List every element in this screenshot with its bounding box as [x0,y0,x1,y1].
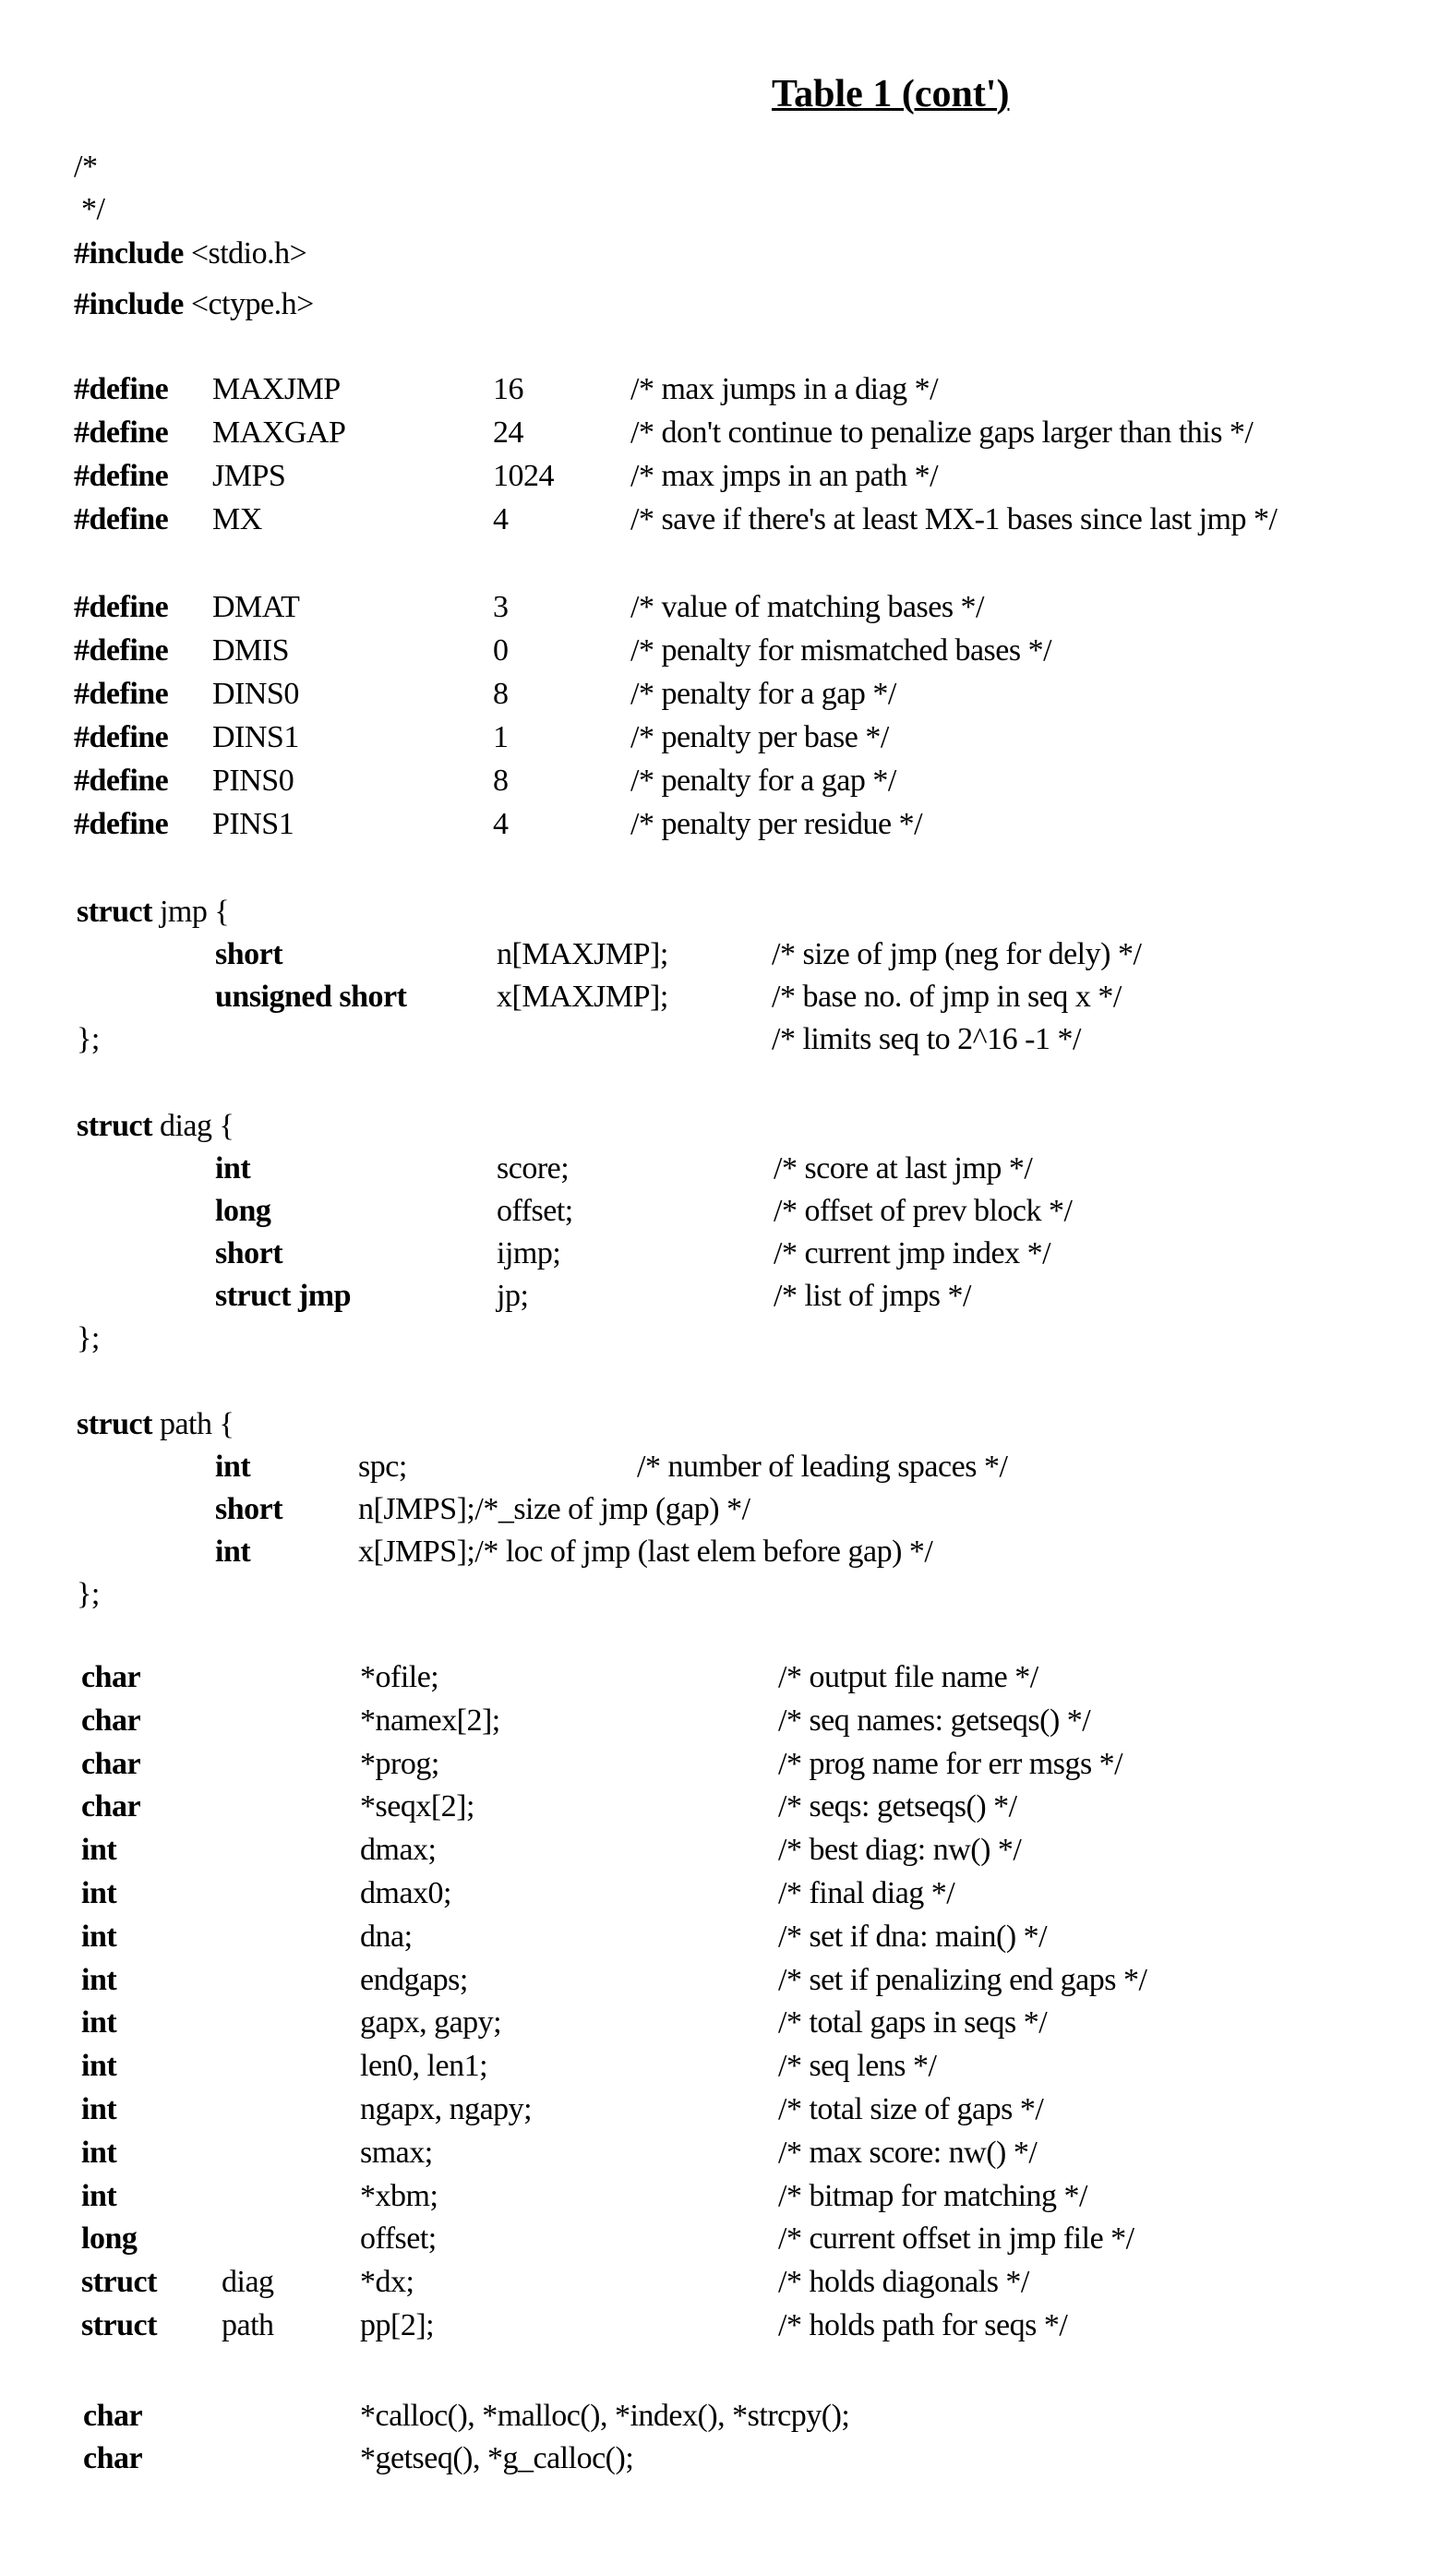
function-declaration [0,2438,1440,2479]
macro-name: MX [212,500,262,540]
struct-close [0,1019,1440,1060]
keyword: struct [77,895,152,929]
brace: }; [77,1019,100,1060]
define-line [0,631,1440,671]
keyword: #define [74,674,168,715]
macro-value: 1 [493,717,509,758]
struct-field [0,1276,1440,1317]
macro-name: MAXGAP [212,413,345,453]
type: char [83,2438,142,2479]
type: int [81,2003,116,2043]
type: char [81,1701,140,1741]
comment: /* penalty for a gap */ [630,674,896,715]
comment: /* seqs: getseqs() */ [778,1787,1017,1827]
define-line [0,717,1440,758]
struct-field [0,934,1440,975]
macro-value: 1024 [493,456,554,497]
define-line [0,500,1440,540]
keyword: #define [74,456,168,497]
global-declaration [0,2262,1440,2303]
define-line [0,369,1440,410]
struct-open [0,892,1440,933]
keyword: #include [74,287,184,321]
comment: /* penalty for mismatched bases */ [630,631,1051,671]
global-declaration [0,1960,1440,2001]
macro-value: 4 [493,804,509,845]
type: int [81,1830,116,1871]
keyword: #define [74,761,168,801]
comment: /* total gaps in seqs */ [778,2003,1047,2043]
variable: gapx, gapy; [360,2003,501,2043]
variable: dmax; [360,1830,436,1871]
field-name: ijmp; [497,1234,560,1274]
struct-field [0,977,1440,1017]
macro-name: PINS1 [212,804,294,845]
comment: /* final diag */ [778,1873,954,1914]
struct-field [0,1234,1440,1274]
struct-field [0,1489,1440,1530]
variable: dna; [360,1917,413,1957]
comment: /* penalty per base */ [630,717,889,758]
variable: *dx; [360,2262,414,2303]
comment: /* base no. of jmp in seq x */ [772,977,1122,1017]
variable: endgaps; [360,1960,468,2001]
type: int [81,2089,116,2130]
struct-field [0,1447,1440,1487]
global-declaration [0,1657,1440,1698]
comment: /* penalty for a gap */ [630,761,896,801]
comment: /* limits seq to 2^16 -1 */ [772,1019,1081,1060]
keyword: struct [77,1109,152,1143]
comment: /* don't continue to penalize gaps larger than this */ [630,413,1253,453]
macro-name: PINS0 [212,761,294,801]
struct-close [0,1318,1440,1359]
field-name: n[JMPS];/*_size of jmp (gap) */ [358,1489,750,1530]
comment: /* holds path for seqs */ [778,2305,1067,2346]
header-text [74,189,104,230]
code-text: /* [74,150,97,184]
comment: /* best diag: nw() */ [778,1830,1021,1871]
code-text: <ctype.h> [184,287,314,321]
comment: /* set if penalizing end gaps */ [778,1960,1146,2001]
field-type: short [215,1234,282,1274]
struct-field [0,1191,1440,1232]
define-line [0,456,1440,497]
struct-field [0,1149,1440,1189]
type: char [81,1787,140,1827]
field-name: spc; [358,1447,407,1487]
type: int [81,1960,116,2001]
global-declaration [0,2003,1440,2043]
header-line [0,189,1440,230]
comment: /* bitmap for matching */ [778,2176,1087,2217]
variable: dmax0; [360,1873,451,1914]
field-name: x[MAXJMP]; [497,977,668,1017]
struct-open [0,1404,1440,1445]
type: int [81,1873,116,1914]
functions: *calloc(), *malloc(), *index(), *strcpy(); [360,2396,849,2437]
comment: /* holds diagonals */ [778,2262,1029,2303]
comment: /* total size of gaps */ [778,2089,1043,2130]
macro-value: 16 [493,369,523,410]
field-type: unsigned short [215,977,406,1017]
keyword: #include [74,236,184,271]
keyword: #define [74,500,168,540]
page-title: Table 1 (cont') [772,72,1009,116]
define-line [0,804,1440,845]
variable: *prog; [360,1744,439,1785]
type: int [81,1917,116,1957]
struct-name: jmp { [152,895,229,929]
variable: offset; [360,2219,437,2259]
comment: /* set if dna: main() */ [778,1917,1047,1957]
type: char [81,1657,140,1698]
code-text: */ [74,192,104,226]
header-line [0,284,1440,325]
macro-name: DMIS [212,631,289,671]
variable: *seqx[2]; [360,1787,474,1827]
variable: pp[2]; [360,2305,434,2346]
type: long [81,2219,137,2259]
brace: }; [77,1318,100,1359]
global-declaration [0,2133,1440,2173]
keyword: #define [74,413,168,453]
keyword: #define [74,804,168,845]
comment: /* save if there's at least MX-1 bases since last jmp */ [630,500,1277,540]
macro-name: JMPS [212,456,285,497]
struct-name: path { [152,1407,234,1441]
struct-header [77,1404,234,1445]
brace: }; [77,1574,100,1615]
header-line [0,147,1440,187]
macro-name: DINS1 [212,717,299,758]
header-line [0,234,1440,274]
global-declaration [0,1744,1440,1785]
field-type: int [215,1149,250,1189]
comment: /* offset of prev block */ [774,1191,1072,1232]
macro-name: MAXJMP [212,369,341,410]
global-declaration [0,2046,1440,2087]
variable: *namex[2]; [360,1701,500,1741]
keyword: #define [74,369,168,410]
comment: /* current jmp index */ [774,1234,1050,1274]
define-line [0,413,1440,453]
comment: /* number of leading spaces */ [637,1447,1007,1487]
macro-value: 8 [493,761,509,801]
field-name: n[MAXJMP]; [497,934,668,975]
global-declaration [0,1917,1440,1957]
variable: *xbm; [360,2176,438,2217]
functions: *getseq(), *g_calloc(); [360,2438,633,2479]
variable: ngapx, ngapy; [360,2089,532,2130]
global-declaration [0,2305,1440,2346]
field-name: x[JMPS];/* loc of jmp (last elem before gap) */ [358,1532,932,1572]
global-declaration [0,1830,1440,1871]
keyword: struct [77,1407,152,1441]
field-type: long [215,1191,270,1232]
macro-name: DINS0 [212,674,299,715]
comment: /* seq lens */ [778,2046,936,2087]
header-text [74,234,306,274]
struct-header [77,1106,234,1147]
variable: *ofile; [360,1657,438,1698]
field-name: score; [497,1149,569,1189]
struct-name: diag { [152,1109,234,1143]
variable: len0, len1; [360,2046,487,2087]
macro-value: 8 [493,674,509,715]
type: int [81,2176,116,2217]
comment: /* value of matching bases */ [630,587,984,628]
comment: /* max jumps in a diag */ [630,369,938,410]
type: struct [81,2305,157,2346]
variable: smax; [360,2133,433,2173]
type: int [81,2046,116,2087]
global-declaration [0,1787,1440,1827]
field-type: struct jmp [215,1276,351,1317]
field-type: short [215,934,282,975]
type: char [83,2396,142,2437]
header-text [74,147,97,187]
global-declaration [0,2219,1440,2259]
comment: /* current offset in jmp file */ [778,2219,1134,2259]
struct-name: path [222,2305,274,2346]
comment: /* list of jmps */ [774,1276,971,1317]
macro-value: 3 [493,587,509,628]
define-line [0,674,1440,715]
struct-open [0,1106,1440,1147]
struct-field [0,1532,1440,1572]
macro-value: 24 [493,413,523,453]
function-declaration [0,2396,1440,2437]
global-declaration [0,1701,1440,1741]
comment: /* output file name */ [778,1657,1038,1698]
macro-value: 0 [493,631,509,671]
comment: /* seq names: getseqs() */ [778,1701,1090,1741]
type: int [81,2133,116,2173]
define-line [0,761,1440,801]
field-type: int [215,1447,250,1487]
type: char [81,1744,140,1785]
macro-value: 4 [493,500,509,540]
macro-name: DMAT [212,587,299,628]
struct-close [0,1574,1440,1615]
keyword: #define [74,631,168,671]
field-type: short [215,1489,282,1530]
global-declaration [0,2176,1440,2217]
comment: /* max score: nw() */ [778,2133,1037,2173]
field-type: int [215,1532,250,1572]
comment: /* max jmps in an path */ [630,456,938,497]
field-name: jp; [497,1276,528,1317]
global-declaration [0,2089,1440,2130]
keyword: #define [74,587,168,628]
comment: /* penalty per residue */ [630,804,922,845]
comment: /* size of jmp (neg for dely) */ [772,934,1141,975]
field-name: offset; [497,1191,573,1232]
define-line [0,587,1440,628]
struct-header [77,892,229,933]
global-declaration [0,1873,1440,1914]
type: struct [81,2262,157,2303]
comment: /* prog name for err msgs */ [778,1744,1122,1785]
struct-name: diag [222,2262,274,2303]
comment: /* score at last jmp */ [774,1149,1032,1189]
keyword: #define [74,717,168,758]
code-text: <stdio.h> [184,236,306,271]
header-text [74,284,314,325]
